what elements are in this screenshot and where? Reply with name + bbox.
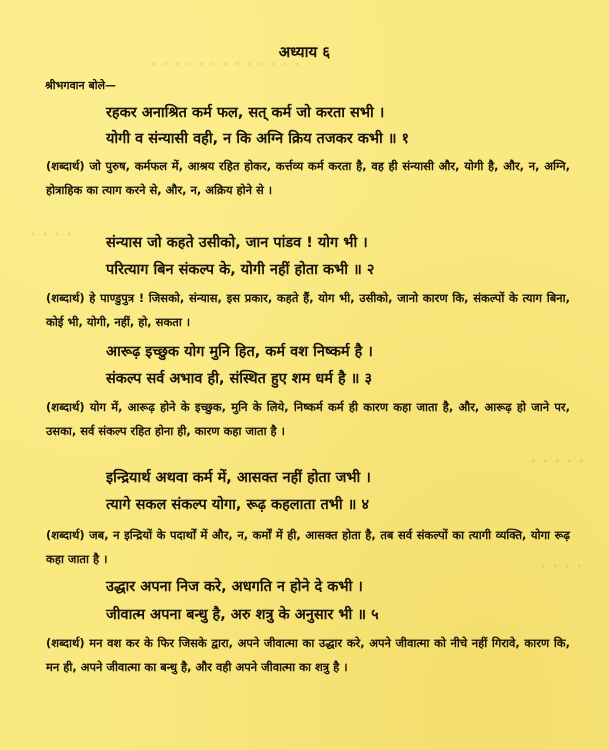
bleed-through-text: • • • • • [530, 455, 586, 468]
verse-1-line-1: रहकर अनाश्रित कर्म फल, सत् कर्म जो करता सभी । [106, 105, 385, 121]
verse-1-commentary: (शब्दार्थ) जो पुरुष, कर्मफल में, आश्रय रहित होकर, कर्त्तव्य कर्म करता है, वह ही संन्यासी और, योगी है, और, न, अग्नि, होत्राहिक का त्याग करने से, और, न, अक्रिय होने से । [46, 159, 570, 197]
verse-3-line-1: आरूढ़ इच्छुक योग मुनि हित, कर्म वश निष्कर्म है । [106, 344, 373, 360]
verse-4-line-1: इन्द्रियार्थ अथवा कर्म में, आसक्त नहीं होता जभी । [106, 470, 371, 486]
verse-4-line-2: त्यागे सकल संकल्प योगा, रूढ़ कहलाता तभी ॥ ४ [106, 497, 369, 513]
verse-4-commentary: (शब्दार्थ) जब, न इन्द्रियों के पदार्थों में और, न, कर्मों में ही, आसक्त होता है, तब सर्व संकल्पों का त्यागी व्यक्ति, योगा रूढ़ कहा जाता है । [46, 528, 570, 566]
verse-2-line-2: परित्याग बिन संकल्प के, योगी नहीं होता कभी ॥ २ [106, 262, 375, 278]
verse-2-line-1: संन्यास जो कहते उसीको, जान पांडव ! योग भी । [106, 235, 368, 251]
bleed-through-text: • • • • • • • • • • • • • [150, 58, 302, 71]
verse-5-line-1: उद्धार अपना निज करे, अधगति न होने दे कभी । [106, 579, 363, 595]
chapter-title: अध्याय ६ [278, 43, 331, 61]
speaker-label: श्रीभगवान बोले— [45, 79, 117, 92]
verse-3-line-2: संकल्प सर्व अभाव ही, संस्थित हुए शम धर्म है ॥ ३ [106, 371, 372, 387]
verse-1-line-2: योगी व संन्यासी वही, न कि अग्नि क्रिय तजकर कभी ॥ १ [106, 131, 410, 147]
bleed-through-text: • • • • [30, 228, 74, 241]
verse-2-commentary: (शब्दार्थ) हे पाण्डुपुत्र ! जिसको, संन्यास, इस प्रकार, कहते हैं, योग भी, उसीको, जानो कारण कि, संकल्पों के त्याग बिना, कोई भी, योगी, नहीं, हो, सकता । [46, 291, 570, 329]
bleed-through-text: • • • • [540, 560, 584, 573]
verse-5-commentary: (शब्दार्थ) मन वश कर के फिर जिसके द्वारा, अपने जीवात्मा का उद्धार करे, अपने जीवात्मा को नीचे नहीं गिरावे, कारण कि, मन ही, अपने जीवात्मा का बन्धु है, और वही अपने जीवात्मा का शत्रु है । [46, 636, 570, 674]
verse-5-line-2: जीवात्म अपना बन्धु है, अरु शत्रु के अनुसार भी ॥ ५ [106, 607, 379, 623]
verse-3-commentary: (शब्दार्थ) योग में, आरूढ़ होने के इच्छुक, मुनि के लिये, निष्कर्म कर्म ही कारण कहा जाता है, और, आरूढ़ हो जाने पर, उसका, सर्व संकल्प रहित होना ही, कारण कहा जाता है । [46, 400, 570, 438]
